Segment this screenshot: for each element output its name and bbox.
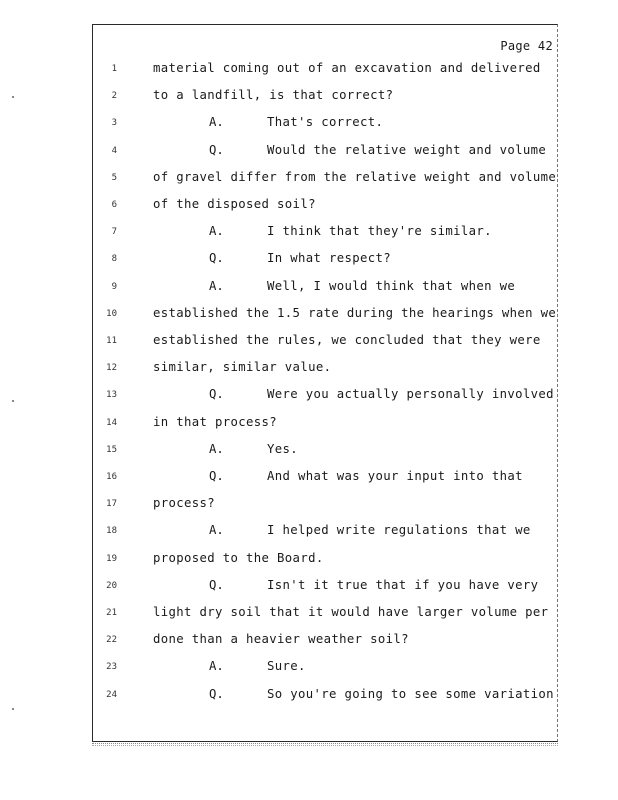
transcript-line xyxy=(93,578,557,605)
speaker-label: A. xyxy=(209,115,224,130)
speaker-label: A. xyxy=(209,659,224,674)
transcript-line xyxy=(93,115,557,142)
speaker-label: A. xyxy=(209,523,224,538)
line-number: 5 xyxy=(111,172,117,183)
line-text: Sure. xyxy=(267,659,306,674)
line-number: 21 xyxy=(106,608,117,618)
line-text: Were you actually personally involved xyxy=(267,387,554,402)
speaker-label: Q. xyxy=(209,469,224,483)
line-text: Isn't it true that if you have very xyxy=(267,577,539,592)
speaker-label: Q. xyxy=(209,577,224,592)
transcript-line xyxy=(93,88,557,115)
transcript-line xyxy=(93,197,557,224)
speaker-label: Q. xyxy=(209,251,224,266)
transcript-line xyxy=(93,360,557,387)
line-number: 3 xyxy=(111,118,117,129)
speaker-label: A. xyxy=(209,441,224,456)
transcript-line xyxy=(93,61,557,88)
line-text: I think that they're similar. xyxy=(267,224,492,239)
transcript-line xyxy=(93,496,557,523)
transcript-line xyxy=(93,415,557,442)
line-number: 10 xyxy=(106,308,117,319)
line-text: light dry soil that it would have larger volume per xyxy=(153,605,549,619)
line-number: 20 xyxy=(106,580,117,591)
page-number: Page 42 xyxy=(500,39,553,53)
line-number: 24 xyxy=(106,689,117,700)
transcript-line xyxy=(93,333,557,360)
line-number: 19 xyxy=(106,553,117,564)
transcript-line xyxy=(93,143,557,170)
line-text: Well, I would think that when we xyxy=(267,278,516,293)
line-text: established the rules, we concluded that they were xyxy=(153,333,541,347)
line-number: 14 xyxy=(106,417,117,428)
line-text: of the disposed soil? xyxy=(153,197,316,211)
line-text: in that process? xyxy=(153,414,278,429)
line-text: process? xyxy=(153,496,216,511)
transcript-page xyxy=(92,24,558,742)
line-text: So you're going to see some variation xyxy=(267,686,554,701)
line-text: I helped write regulations that we xyxy=(267,523,531,538)
transcript-line xyxy=(93,551,557,578)
transcript-line xyxy=(93,387,557,414)
line-number: 18 xyxy=(106,526,117,537)
line-number: 2 xyxy=(111,91,117,102)
line-text: similar, similar value. xyxy=(153,360,332,375)
transcript-line xyxy=(93,170,557,197)
transcript-line xyxy=(93,523,557,550)
line-text: material coming out of an excavation and delivered xyxy=(153,61,541,75)
line-number: 23 xyxy=(106,662,117,673)
line-number: 4 xyxy=(111,145,117,156)
line-text: Yes. xyxy=(267,441,299,456)
line-number: 6 xyxy=(111,200,117,210)
line-text: proposed to the Board. xyxy=(153,550,324,565)
line-text: That's correct. xyxy=(267,115,384,130)
line-number: 8 xyxy=(111,254,117,265)
line-text: In what respect? xyxy=(267,251,392,266)
line-number: 7 xyxy=(111,227,117,238)
speaker-label: A. xyxy=(209,224,224,239)
footer-rule xyxy=(92,743,558,746)
line-number: 12 xyxy=(106,363,117,374)
transcript-line xyxy=(93,632,557,659)
transcript-line xyxy=(93,687,557,714)
line-number: 13 xyxy=(106,390,117,401)
line-text: done than a heavier weather soil? xyxy=(153,632,409,647)
transcript-line xyxy=(93,306,557,333)
line-number: 9 xyxy=(111,281,117,292)
line-text: to a landfill, is that correct? xyxy=(153,88,394,103)
scan-speck xyxy=(12,96,14,98)
speaker-label: Q. xyxy=(209,142,224,157)
line-text: Would the relative weight and volume xyxy=(267,142,547,157)
line-text: of gravel differ from the relative weight and volume xyxy=(153,169,557,184)
transcript-line xyxy=(93,224,557,251)
line-number: 17 xyxy=(106,499,117,510)
speaker-label: Q. xyxy=(209,387,224,402)
transcript-line xyxy=(93,605,557,632)
line-number: 22 xyxy=(106,635,117,646)
scan-speck xyxy=(12,708,14,710)
line-text: And what was your input into that xyxy=(267,469,523,483)
line-text: established the 1.5 rate during the hearings when we xyxy=(153,305,557,320)
transcript-line xyxy=(93,251,557,278)
line-number: 16 xyxy=(106,472,117,482)
line-number: 15 xyxy=(106,444,117,455)
transcript-line xyxy=(93,469,557,496)
transcript-line xyxy=(93,279,557,306)
line-number: 1 xyxy=(111,64,117,74)
scan-speck xyxy=(12,400,14,402)
speaker-label: A. xyxy=(209,278,224,293)
transcript-line xyxy=(93,659,557,686)
line-number: 11 xyxy=(106,336,117,346)
transcript-line xyxy=(93,442,557,469)
speaker-label: Q. xyxy=(209,686,224,701)
